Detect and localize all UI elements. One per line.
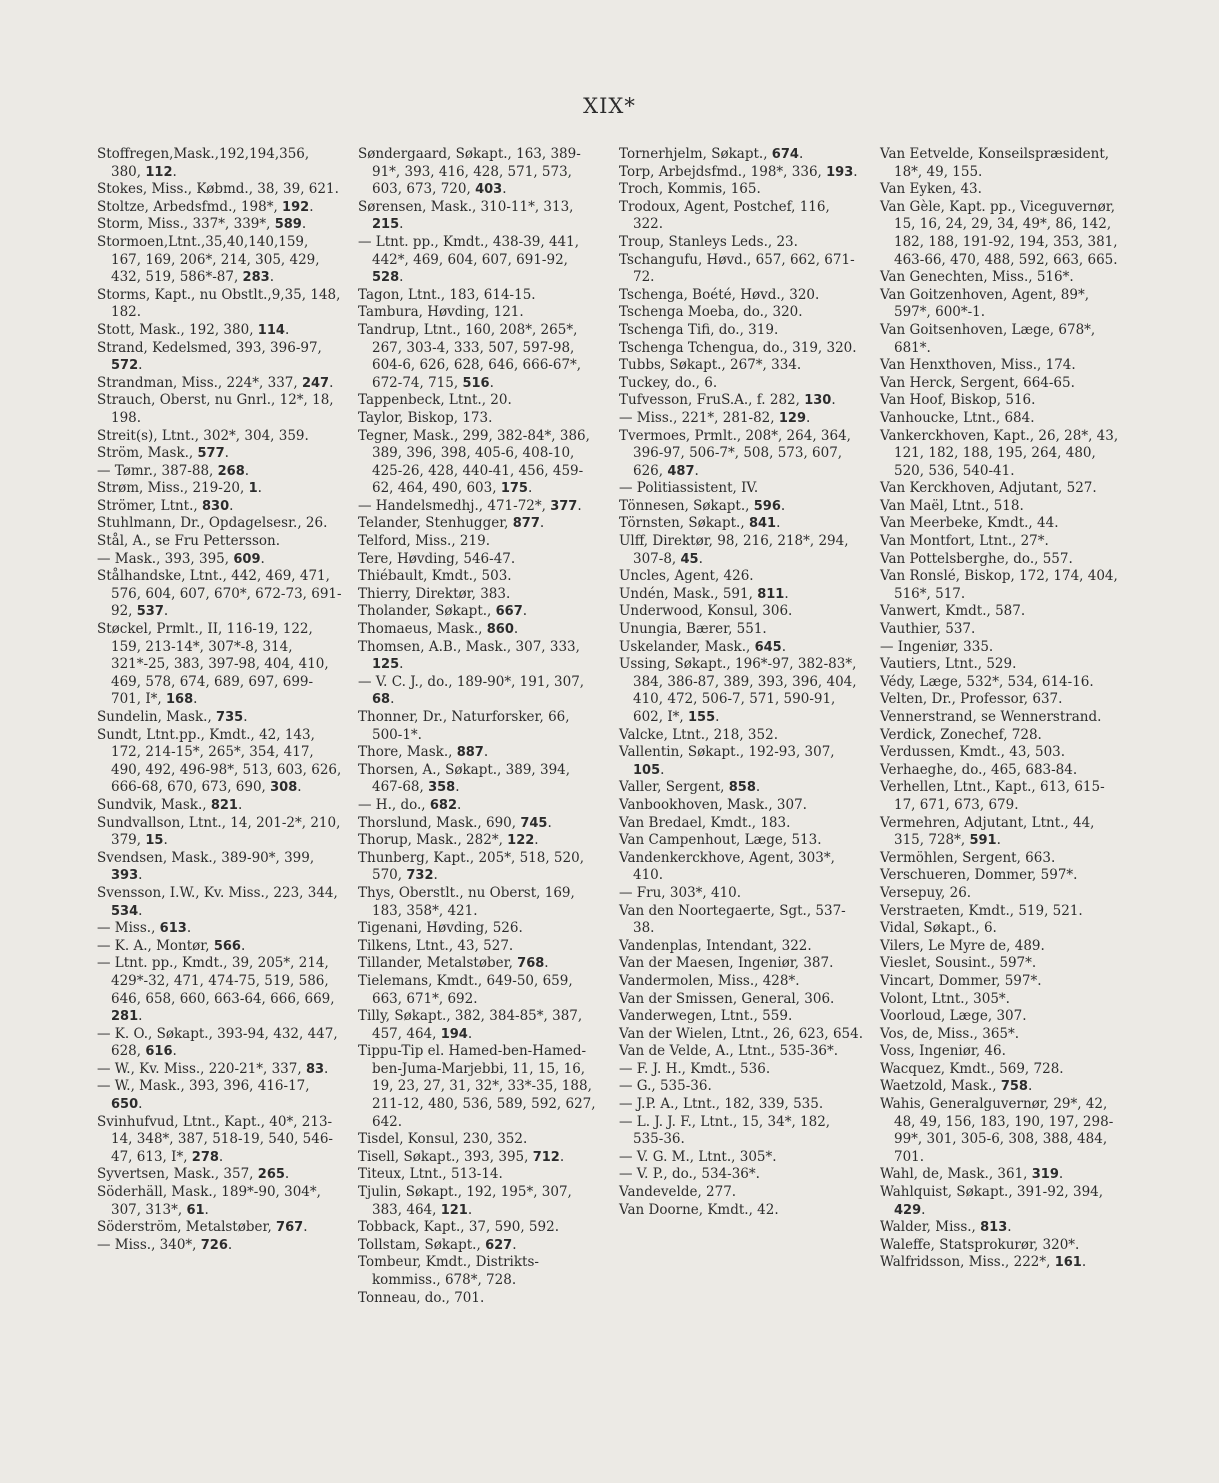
index-entry: Ström, Mask., 577. [97, 445, 229, 462]
index-entry: Troup, Stanleys Leds., 23. [619, 233, 798, 250]
index-entry: Stuhlmann, Dr., Opdagelsesr., 26. [97, 515, 328, 532]
index-entry: Van Eyken, 43. [880, 181, 982, 198]
index-entry: — V. G. M., Ltnt., 305*. [619, 1148, 777, 1165]
index-entry: Storm, Miss., 337*, 339*, 589. [97, 216, 307, 233]
index-entry: — Ingeniør, 335. [880, 638, 994, 655]
index-entry: Stål, A., se Fru Pettersson. [97, 533, 280, 550]
index-entry: Tornerhjelm, Søkapt., 674. [619, 146, 804, 162]
index-column-2 [358, 146, 603, 1307]
index-entry: Tschangufu, Høvd., 657, 662, 671-72. [619, 251, 855, 286]
index-entry: Velten, Dr., Professor, 637. [880, 691, 1063, 708]
index-entry: Thierry, Direktør, 383. [358, 585, 511, 602]
page-number: XIX* [583, 94, 636, 118]
index-entry: Valcke, Ltnt., 218, 352. [619, 726, 778, 743]
index-entry: Telander, Stenhugger, 877. [358, 515, 545, 532]
index-entry: Streit(s), Ltnt., 302*, 304, 359. [97, 427, 309, 444]
index-entry: Tilkens, Ltnt., 43, 527. [358, 937, 514, 954]
index-entry: Van der Wielen, Ltnt., 26, 623, 654. [619, 1025, 864, 1042]
index-entry: Versepuy, 26. [880, 884, 972, 901]
index-entry: Verhaeghe, do., 465, 683-84. [880, 761, 1078, 778]
index-entry: Védy, Læge, 532*, 534, 614-16. [880, 673, 1094, 690]
index-entry: Tonneau, do., 701. [358, 1289, 485, 1306]
index-entry: Tollstam, Søkapt., 627. [358, 1236, 517, 1253]
index-entry: Voorloud, Læge, 307. [880, 1008, 1027, 1025]
index-entry: Vieslet, Sousint., 597*. [880, 955, 1037, 972]
index-entry: Van Bredael, Kmdt., 183. [619, 814, 791, 831]
index-entry: — V. P., do., 534-36*. [619, 1166, 760, 1183]
index-entry: Stormoen,Ltnt.,35,40,140,159, 167, 169, 206*, 214, 305, 429, 432, 519, 586*-87, 283. [97, 233, 320, 286]
index-entry: Sundvallson, Ltnt., 14, 201-2*, 210, 379, 15. [97, 814, 341, 849]
index-entry: — H., do., 682. [358, 796, 462, 813]
index-entry: Törnsten, Søkapt., 841. [619, 515, 781, 532]
index-entry: Vincart, Dommer, 597*. [880, 972, 1042, 989]
index-entry: Walfridsson, Miss., 222*, 161. [880, 1254, 1087, 1271]
index-entry: Van Hoof, Biskop, 516. [880, 392, 1036, 409]
index-entry: Sørensen, Mask., 310-11*, 313, 215. [358, 198, 574, 233]
index-entry: Trodoux, Agent, Postchef, 116, 322. [619, 198, 830, 233]
index-entry: — Ltnt. pp., Kmdt., 39, 205*, 214, 429*-32, 471, 474-75, 519, 586, 646, 658, 660, 663-64, 666, 669, 281. [97, 955, 335, 1025]
index-entry: Tombeur, Kmdt., Distrikts-kommiss., 678*, 728. [358, 1254, 539, 1288]
index-entry: — W., Kv. Miss., 220-21*, 337, 83. [97, 1060, 329, 1077]
index-entry: — Fru, 303*, 410. [619, 884, 742, 901]
index-entry: Underwood, Konsul, 306. [619, 603, 793, 620]
index-entry: Torp, Arbejdsfmd., 198*, 336, 193. [619, 163, 858, 180]
index-entry: Unungia, Bærer, 551. [619, 621, 767, 638]
index-entry: Svendsen, Mask., 389-90*, 399, 393. [97, 849, 315, 884]
index-entry: Tvermoes, Prmlt., 208*, 264, 364, 396-97, 506-7*, 508, 573, 607, 626, 487. [619, 427, 851, 479]
index-entry: Tobback, Kapt., 37, 590, 592. [358, 1219, 559, 1236]
index-entry: Vermöhlen, Sergent, 663. [880, 849, 1056, 866]
index-entry: Vauthier, 537. [880, 621, 976, 638]
index-entry: — F. J. H., Kmdt., 536. [619, 1060, 771, 1077]
index-entry: Van Genechten, Miss., 516*. [880, 269, 1074, 286]
index-entry: Van Eetvelde, Konseilspræsident, 18*, 49, 155. [880, 146, 1110, 180]
index-entry: Uskelander, Mask., 645. [619, 638, 787, 655]
index-entry: Van de Velde, A., Ltnt., 535-36*. [619, 1043, 839, 1060]
index-entry: Svensson, I.W., Kv. Miss., 223, 344, 534. [97, 884, 338, 919]
index-entry: Storms, Kapt., nu Obstlt.,9,35, 148, 182. [97, 286, 341, 321]
index-entry: Van Maël, Ltnt., 518. [880, 497, 1024, 514]
index-entry: Vidal, Søkapt., 6. [880, 920, 997, 937]
index-entry: Svinhufvud, Ltnt., Kapt., 40*, 213-14, 348*, 387, 518-19, 540, 546-47, 613, I*, 278. [97, 1113, 333, 1165]
index-entry: Telford, Miss., 219. [358, 533, 490, 550]
index-entry: Waleffe, Statsprokurør, 320*. [880, 1236, 1080, 1253]
index-entry: — Tømr., 387-88, 268. [97, 462, 250, 479]
index-entry: Stokes, Miss., Købmd., 38, 39, 621. [97, 181, 339, 198]
index-entry: Tönnesen, Søkapt., 596. [619, 497, 786, 514]
index-entry: — K. A., Montør, 566. [97, 937, 246, 954]
index-column-3 [619, 146, 864, 1307]
index-entry: Thomaeus, Mask., 860. [358, 621, 519, 638]
index-entry: Tippu-Tip el. Hamed-ben-Hamed-ben-Juma-Marjebbi, 11, 15, 16, 19, 23, 27, 31, 32*, 33*-35, 188, 211-12, 480, 536, 589, 592, 627, 642. [358, 1043, 596, 1130]
index-entry: Vermehren, Adjutant, Ltnt., 44, 315, 728*, 591. [880, 814, 1095, 849]
index-entry: Thonner, Dr., Naturforsker, 66, 500-1*. [358, 709, 570, 743]
index-entry: Vos, de, Miss., 365*. [880, 1025, 1020, 1042]
index-entry: Tjulin, Søkapt., 192, 195*, 307, 383, 464, 121. [358, 1184, 572, 1218]
index-entry: — W., Mask., 393, 396, 416-17, 650. [97, 1078, 310, 1113]
index-entry: Tschenga Moeba, do., 320. [619, 304, 803, 321]
index-entry: Verdussen, Kmdt., 43, 503. [880, 744, 1066, 761]
index-entry: Tielemans, Kmdt., 649-50, 659, 663, 671*, 692. [358, 972, 573, 1007]
index-entry: Vanbookhoven, Mask., 307. [619, 796, 807, 813]
index-entry: Tisell, Søkapt., 393, 395, 712. [358, 1148, 565, 1165]
index-entry: Undén, Mask., 591, 811. [619, 585, 789, 602]
index-entry: Tschenga Tifi, do., 319. [619, 321, 779, 338]
index-entry: Stålhandske, Ltnt., 442, 469, 471, 576, 604, 607, 670*, 672-73, 691-92, 537. [97, 568, 342, 620]
index-entry: Strauch, Oberst, nu Gnrl., 12*, 18, 198. [97, 392, 334, 426]
index-entry: Verhellen, Ltnt., Kapt., 613, 615-17, 671, 673, 679. [880, 779, 1105, 813]
index-entry: Vankerckhoven, Kapt., 26, 28*, 43, 121, 182, 188, 195, 264, 480, 520, 536, 540-41. [880, 427, 1119, 479]
index-entry: — Ltnt. pp., Kmdt., 438-39, 441, 442*, 469, 604, 607, 691-92, 528. [358, 233, 580, 286]
index-entry: Valler, Sergent, 858. [619, 779, 761, 796]
index-entry: Thorslund, Mask., 690, 745. [358, 814, 552, 831]
index-entry: Sundt, Ltnt.pp., Kmdt., 42, 143, 172, 214-15*, 265*, 354, 417, 490, 492, 496-98*, 513, 603, 626, 666-68, 670, 673, 690, 308. [97, 726, 342, 796]
index-entry: Thore, Mask., 887. [358, 744, 489, 761]
index-entry: Tagon, Ltnt., 183, 614-15. [358, 286, 536, 303]
index-entry: Tigenani, Høvding, 526. [358, 920, 523, 937]
index-entry: Tschenga, Boété, Høvd., 320. [619, 286, 820, 303]
index-entry: Tisdel, Konsul, 230, 352. [358, 1131, 528, 1148]
index-entry: — K. O., Søkapt., 393-94, 432, 447, 628, 616. [97, 1025, 338, 1060]
index-entry: — Mask., 393, 395, 609. [97, 550, 265, 567]
index-entry: Vanwert, Kmdt., 587. [880, 603, 1026, 620]
index-entry: Van Doorne, Kmdt., 42. [619, 1201, 779, 1218]
index-entry: — Politiassistent, IV. [619, 480, 759, 497]
index-entry: Tere, Høvding, 546-47. [358, 550, 516, 567]
index-entry: Wahl, de, Mask., 361, 319. [880, 1166, 1064, 1183]
index-entry: Van der Smissen, General, 306. [619, 990, 835, 1007]
index-entry: Tillander, Metalstøber, 768. [358, 955, 549, 972]
index-entry: Strøm, Miss., 219-20, 1. [97, 480, 262, 497]
index-entry: Verdick, Zonechef, 728. [880, 726, 1042, 743]
index-entry: Tegner, Mask., 299, 382-84*, 386, 389, 396, 398, 405-6, 408-10, 425-26, 428, 440-41, 456, 459-62, 464, 490, 603, 175. [358, 427, 590, 497]
index-entry: Vanderwegen, Ltnt., 559. [619, 1008, 793, 1025]
index-entry: — J.P. A., Ltnt., 182, 339, 535. [619, 1096, 824, 1113]
index-entry: Van Ronslé, Biskop, 172, 174, 404, 516*, 517. [880, 568, 1118, 602]
index-entry: Van Henxthoven, Miss., 174. [880, 357, 1076, 374]
index-entry: — Miss., 340*, 726. [97, 1236, 233, 1253]
index-entry: Tuckey, do., 6. [619, 374, 718, 391]
index-entry: Van Gèle, Kapt. pp., Viceguvernør, 15, 16, 24, 29, 34, 49*, 86, 142, 182, 188, 191-92, 194, 353, 381, 463-66, 470, 488, 592, 663, 665. [880, 198, 1118, 268]
index-entry: Tilly, Søkapt., 382, 384-85*, 387, 457, 464, 194. [358, 1008, 583, 1042]
index-entry: Thys, Oberstlt., nu Oberst, 169, 183, 358*, 421. [358, 884, 575, 919]
index-entry: Van Goitsenhoven, Læge, 678*, 681*. [880, 321, 1096, 356]
index-entry: Van Pottelsberghe, do., 557. [880, 550, 1073, 567]
index-entry: Vandevelde, 277. [619, 1184, 737, 1201]
index-entry: Van Meerbeke, Kmdt., 44. [880, 515, 1059, 532]
index-entry: Waetzold, Mask., 758. [880, 1078, 1033, 1095]
index-entry: Van Herck, Sergent, 664-65. [880, 374, 1075, 391]
index-entry: Støckel, Prmlt., II, 116-19, 122, 159, 213-14*, 307*-8, 314, 321*-25, 383, 397-98, 404, 410, 469, 578, 674, 689, 697, 699-701, I*, 168. [97, 621, 329, 708]
index-entry: Walder, Miss., 813. [880, 1219, 1012, 1236]
index-column-4 [880, 146, 1125, 1307]
index-entry: Sundelin, Mask., 735. [97, 709, 248, 725]
index-entry: Volont, Ltnt., 305*. [880, 990, 1010, 1007]
index-entry: Thomsen, A.B., Mask., 307, 333, 125. [358, 638, 580, 673]
index-entry: Troch, Kommis, 165. [619, 181, 761, 198]
index-entry: Van Montfort, Ltnt., 27*. [880, 533, 1049, 550]
index-entry: Vallentin, Søkapt., 192-93, 307, 105. [619, 744, 835, 778]
index-entry: Vandermolen, Miss., 428*. [619, 972, 800, 989]
index-entry: Tufvesson, FruS.A., f. 282, 130. [619, 392, 836, 409]
index-entry: — G., 535-36. [619, 1078, 712, 1095]
index-entry: Sundvik, Mask., 821. [97, 796, 243, 813]
index-entry: Tandrup, Ltnt., 160, 208*, 265*, 267, 303-4, 333, 507, 597-98, 604-6, 626, 628, 646, 666-67*, 672-74, 715, 516. [358, 321, 582, 391]
index-entry: Strand, Kedelsmed, 393, 396-97, 572. [97, 339, 322, 374]
index-entry: — L. J. J. F., Ltnt., 15, 34*, 182, 535-36. [619, 1113, 831, 1148]
index-entry: Vanhoucke, Ltnt., 684. [880, 409, 1035, 426]
index-entry: Ulff, Direktør, 98, 216, 218*, 294, 307-8, 45. [619, 533, 849, 567]
index-entry: Van Goitzenhoven, Agent, 89*, 597*, 600*-1. [880, 286, 1090, 321]
index-entry: Tambura, Høvding, 121. [358, 304, 524, 321]
index-entry: Stoffregen,Mask.,192,194,356, 380, 112. [97, 146, 310, 180]
index-entry: Söderström, Metalstøber, 767. [97, 1219, 308, 1236]
index-entry: Wahlquist, Søkapt., 391-92, 394, 429. [880, 1184, 1104, 1218]
index-entry: — V. C. J., do., 189-90*, 191, 307, 68. [358, 673, 585, 708]
index-entry: — Miss., 613. [97, 920, 192, 937]
index-entry: Thorup, Mask., 282*, 122. [358, 832, 539, 849]
index-entry: Thunberg, Kapt., 205*, 518, 520, 570, 732. [358, 849, 584, 884]
index-entry: Thiébault, Kmdt., 503. [358, 568, 512, 585]
index-entry: Syvertsen, Mask., 357, 265. [97, 1166, 290, 1183]
index-entry: Stott, Mask., 192, 380, 114. [97, 321, 290, 338]
index-columns [97, 146, 1127, 1307]
index-entry: Thorsen, A., Søkapt., 389, 394, 467-68, 358. [358, 761, 571, 796]
index-entry: Wahis, Generalguvernør, 29*, 42, 48, 49, 156, 183, 190, 197, 298-99*, 301, 305-6, 308, 388, 484, 701. [880, 1096, 1114, 1165]
index-entry: Voss, Ingeniør, 46. [880, 1043, 1006, 1060]
index-entry: Van Campenhout, Læge, 513. [619, 832, 822, 849]
index-entry: Vandenplas, Intendant, 322. [619, 937, 812, 954]
index-entry: Vilers, Le Myre de, 489. [880, 937, 1045, 954]
index-entry: Tschenga Tchengua, do., 319, 320. [619, 339, 857, 356]
index-entry: Van Kerckhoven, Adjutant, 527. [880, 480, 1097, 497]
index-entry: — Handelsmedhj., 471-72*, 377. [358, 497, 582, 514]
index-entry: Vautiers, Ltnt., 529. [880, 656, 1017, 673]
index-entry: Uncles, Agent, 426. [619, 568, 754, 585]
index-entry: Strandman, Miss., 224*, 337, 247. [97, 374, 334, 391]
index-entry: Strömer, Ltnt., 830. [97, 497, 234, 514]
index-entry: Van den Noortegaerte, Sgt., 537-38. [619, 902, 846, 937]
index-entry: Vandenkerckhove, Agent, 303*, 410. [619, 849, 835, 884]
index-entry: Tholander, Søkapt., 667. [358, 603, 528, 620]
index-entry: Van der Maesen, Ingeniør, 387. [619, 955, 834, 972]
index-entry: Verstraeten, Kmdt., 519, 521. [880, 902, 1083, 919]
index-entry: Wacquez, Kmdt., 569, 728. [880, 1060, 1064, 1077]
index-entry: Ussing, Søkapt., 196*-97, 382-83*, 384, 386-87, 389, 393, 396, 404, 410, 472, 506-7, 571, 590-91, 602, I*, 155. [619, 656, 857, 725]
index-entry: Taylor, Biskop, 173. [358, 409, 493, 426]
index-entry: Tappenbeck, Ltnt., 20. [358, 392, 512, 409]
index-entry: Tubbs, Søkapt., 267*, 334. [619, 357, 802, 374]
index-column-1 [97, 146, 342, 1307]
index-entry: Vennerstrand, se Wennerstrand. [880, 709, 1102, 725]
index-entry: Söderhäll, Mask., 189*-90, 304*, 307, 313*, 61. [97, 1184, 321, 1218]
index-entry: — Miss., 221*, 281-82, 129. [619, 409, 811, 426]
index-entry: Verschueren, Dommer, 597*. [880, 867, 1078, 884]
index-entry: Stoltze, Arbedsfmd., 198*, 192. [97, 198, 314, 215]
index-entry: Søndergaard, Søkapt., 163, 389-91*, 393, 416, 428, 571, 573, 603, 673, 720, 403. [358, 146, 581, 198]
index-entry: Titeux, Ltnt., 513-14. [358, 1166, 503, 1183]
